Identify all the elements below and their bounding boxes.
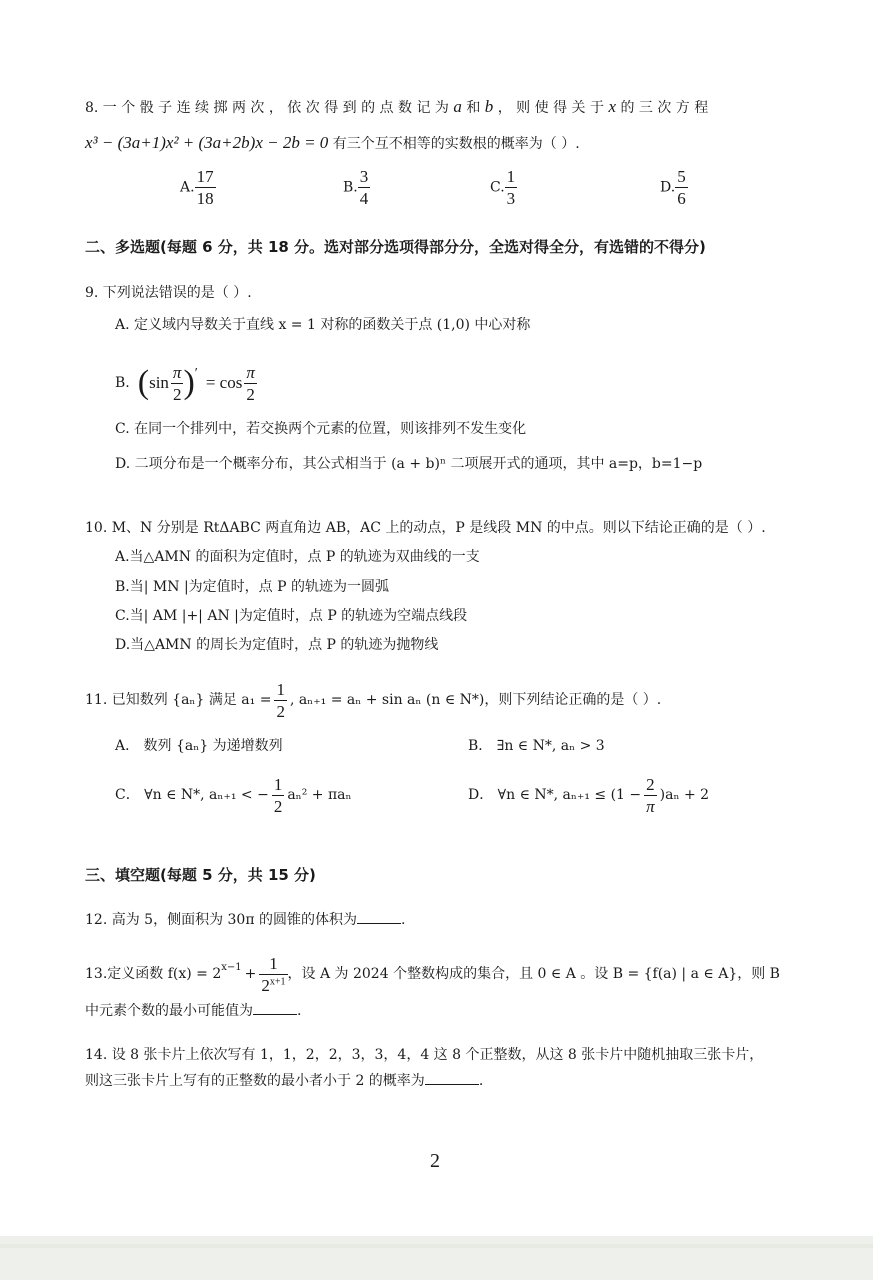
- q11-option-d-fraction: [644, 776, 657, 815]
- q11-half-fraction: [274, 681, 287, 720]
- q9-option-b: [115, 358, 257, 408]
- q11-option-c-post: aₙ² + πaₙ: [287, 787, 352, 803]
- equals-cos: = cos: [205, 373, 243, 392]
- q8-option-a-fraction: [195, 168, 216, 207]
- q8-option-c-fraction: [505, 168, 518, 207]
- q8-text-a: 8. 一 个 骰 子 连 续 掷 两 次 ， 依 次 得 到 的 点 数 记 为: [85, 100, 449, 116]
- right-paren: ): [183, 364, 195, 401]
- q8-option-b: [343, 168, 370, 207]
- left-paren: (: [137, 364, 150, 401]
- q11-stem: [85, 676, 661, 724]
- q8-var-x: x: [608, 97, 616, 116]
- numerator: 5: [677, 167, 686, 186]
- q8-var-a: a: [453, 97, 462, 116]
- q13-line2: [85, 1000, 301, 1021]
- prime-mark: ′: [194, 366, 198, 381]
- q10-stem: 10. M、N 分别是 RtΔABC 两直角边 AB，AC 上的动点，P 是线段 MN 的中点。则以下结论正确的是（ ）.: [85, 520, 766, 536]
- answer-blank[interactable]: [425, 1070, 479, 1085]
- bottom-strip: [0, 1236, 873, 1280]
- q8-text-c: 的 三 次 方 程: [620, 100, 709, 116]
- q14-line2: [85, 1070, 483, 1091]
- numerator: 2: [644, 776, 657, 796]
- q13-fraction: [259, 955, 287, 994]
- numerator: 17: [196, 167, 214, 186]
- q8-and: 和: [466, 100, 481, 116]
- q11-option-b: B． ∃n ∈ N*, aₙ > 3: [468, 738, 605, 754]
- numerator: 3: [359, 167, 369, 186]
- q8-equation: x³ − (3a+1)x² + (3a+2b)x − 2b = 0: [85, 133, 329, 152]
- pi-over-two-fraction: [171, 364, 184, 403]
- q13-line1: [85, 950, 780, 998]
- denominator: π: [646, 796, 655, 816]
- page-number: 2: [430, 1150, 440, 1172]
- q14-line2-text: 则这三张卡片上写有的正整数的最小者小于 2 的概率为: [85, 1073, 425, 1089]
- q14-line1: 14. 设 8 张卡片上依次写有 1，1，2，2，3，3，4，4 这 8 个正整数，从这 8 张卡片中随机抽取三张卡片，: [85, 1047, 764, 1063]
- q11-option-d: [468, 771, 709, 819]
- q8-option-b-label: B.: [343, 179, 358, 196]
- q12: [85, 909, 405, 930]
- q11-option-c-fraction: [272, 776, 285, 815]
- sin-function: sin: [149, 373, 169, 392]
- numerator: 1: [273, 774, 283, 794]
- denominator: 18: [196, 189, 214, 208]
- denominator: 2: [172, 384, 182, 404]
- q13-exponent-2: x+1: [269, 975, 286, 987]
- q8-text-b: ， 则 使 得 关 于: [497, 100, 604, 116]
- q8-option-a: [180, 168, 216, 207]
- q9-option-d: D. 二项分布是一个概率分布，其公式相当于 (a + b)ⁿ 二项展开式的通项，其中 a=p，b=1−p: [115, 456, 703, 472]
- q8-line2: [85, 133, 580, 154]
- q10-option-b: B.当| MN |为定值时，点 P 的轨迹为一圆弧: [115, 579, 389, 595]
- q12-end: .: [401, 912, 406, 928]
- answer-blank[interactable]: [357, 909, 401, 924]
- q11-option-d-pre: D． ∀n ∈ N*, aₙ₊₁ ≤ (1 −: [468, 787, 642, 803]
- q12-text: 12. 高为 5，侧面积为 30π 的圆锥的体积为: [85, 912, 357, 928]
- denominator: 2: [276, 701, 285, 721]
- q8-var-b: b: [484, 97, 494, 116]
- q8-line1: [85, 97, 708, 118]
- pi-over-two-fraction-rhs: [244, 364, 257, 403]
- q9-stem: 9. 下列说法错误的是（ ）.: [85, 285, 252, 301]
- q13-line2-text: 中元素个数的最小可能值为: [85, 1003, 253, 1019]
- q13-exponent-1: x−1: [221, 962, 242, 973]
- section-2-title: 二、多选题(每题 6 分，共 18 分。选对部分选项得部分分，全选对得全分，有选错的不得分): [85, 238, 706, 256]
- q8-option-c: [490, 168, 517, 207]
- q8-option-c-label: C.: [490, 179, 505, 196]
- denominator: 2: [261, 975, 270, 995]
- denominator: 2: [273, 796, 283, 816]
- q14-end: .: [478, 1073, 484, 1089]
- q13-plus: +: [244, 966, 257, 982]
- numerator: 1: [506, 167, 516, 186]
- q10-option-c: C.当| AM |+| AN |为定值时，点 P 的轨迹为空端点线段: [115, 608, 468, 624]
- q10-option-d: D.当△AMN 的周长为定值时，点 P 的轨迹为抛物线: [115, 637, 439, 653]
- q8-option-d-label: D.: [660, 179, 676, 196]
- denominator: 4: [359, 189, 369, 208]
- denominator: 2: [246, 384, 255, 404]
- q11-option-c-pre: C． ∀n ∈ N*, aₙ₊₁ < −: [115, 787, 269, 803]
- numerator: 1: [276, 679, 285, 699]
- denominator: 3: [506, 189, 516, 208]
- q13-end: .: [297, 1003, 302, 1019]
- answer-blank[interactable]: [253, 1000, 297, 1015]
- q13-pre: 13.定义函数 f(x) = 2: [85, 966, 222, 982]
- q8-stem-tail: 有三个互不相等的实数根的概率为（ ）.: [332, 136, 580, 152]
- numerator: π: [246, 362, 255, 382]
- q11-option-a: A． 数列 {aₙ} 为递增数列: [115, 738, 283, 754]
- q9-option-a: A. 定义域内导数关于直线 x = 1 对称的函数关于点 (1,0) 中心对称: [115, 317, 531, 333]
- q11-option-d-post: )aₙ + 2: [659, 787, 710, 803]
- q8-option-a-label: A.: [180, 179, 195, 196]
- q9-option-b-label: B.: [115, 375, 130, 391]
- divider: [0, 1244, 873, 1248]
- q9-option-c: C. 在同一个排列中，若交换两个元素的位置，则该排列不发生变化: [115, 421, 527, 437]
- q8-option-b-fraction: [358, 168, 371, 207]
- q10-option-a: A.当△AMN 的面积为定值时，点 P 的轨迹为双曲线的一支: [115, 549, 480, 565]
- numerator: π: [172, 362, 182, 382]
- numerator: 1: [259, 955, 287, 975]
- q8-option-d-fraction: [675, 168, 688, 207]
- section-3-title: 三、填空题(每题 5 分，共 15 分): [85, 866, 316, 884]
- q11-stem-pre: 11. 已知数列 {aₙ} 满足 a₁ =: [85, 692, 272, 708]
- q8-option-d: [660, 168, 688, 207]
- q11-stem-post: , aₙ₊₁ = aₙ + sin aₙ (n ∈ N*)，则下列结论正确的是（ ）.: [289, 692, 662, 708]
- q11-option-c: [115, 771, 352, 819]
- denominator: 6: [677, 189, 686, 208]
- q13-post: ，设 A 为 2024 个整数构成的集合，且 0 ∈ A 。设 B = {f(a) | a ∈ A}，则 B: [287, 966, 780, 982]
